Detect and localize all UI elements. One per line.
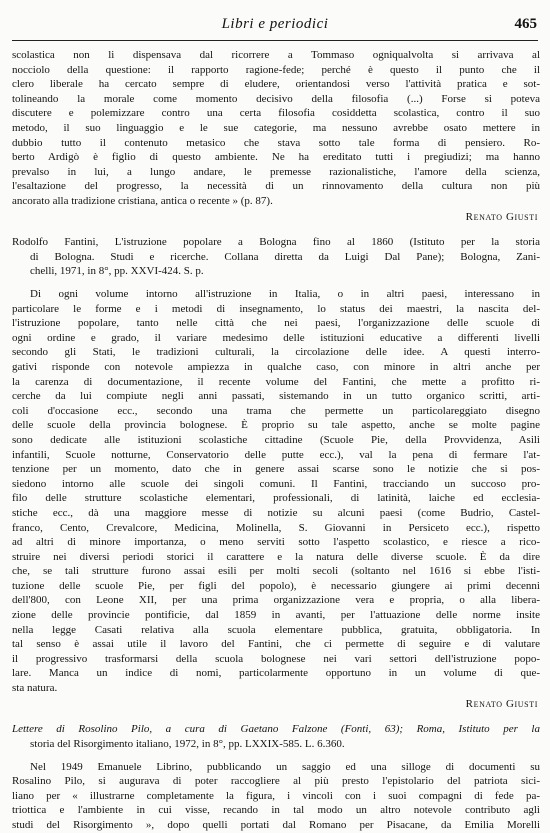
text-line: tenzione per un momento, dato che in genere assai scarse sono le notizie che si pos- (12, 463, 540, 476)
text-line: il progressivo trasformarsi della scuola bolognese nei vari settori dell'istruzione popo- (12, 652, 540, 665)
text-line: triottica e l'ambiente in cui visse, recando in tal modo un altro notevole contributo agli (12, 804, 540, 817)
reviewer-signature: Renato Giusti (465, 697, 538, 710)
text-line: infantili, Scuole notturne, Conservatorio delle putte ecc.), val la pena di fermare l'at- (12, 448, 540, 461)
text-line: siedono intorno alle scuole dei singoli comuni. Il Fantini, tracciando un succoso pro- (12, 477, 540, 490)
text-line: ad altri di minore importanza, o meno serviti sotto l'aspetto scolastico, e riesce a rico- (12, 536, 540, 549)
header-rule (12, 40, 538, 41)
text-line: tolineando la morale come momento decisivo della filosofia (...) Forse si poteva (12, 92, 540, 105)
text-line: ancorato alla tradizione cristiana, antica o recente » (p. 87). (12, 194, 273, 207)
text-line: Rosalino Pilo, si augurava di poter raccogliere al più presto l'epistolario del patriota sici- (12, 775, 540, 788)
bibliographic-heading-line: Rodolfo Fantini, L'istruzione popolare a Bologna fino al 1860 (Istituto per la storia (12, 236, 540, 249)
text-line: delle scuole della provincia bolognese. È proprio su tale aspetto, anche se molte pagine (12, 419, 540, 432)
text-line: Nel 1949 Emanuele Librino, pubblicando un saggio ed una silloge di documenti su (30, 760, 540, 773)
text-line: l'esaltazione del progresso, la necessità di un rinnovamento della cultura non più (12, 180, 540, 193)
text-line: cerche da lui compiute negli anni passati, sistemando in un tutto organico scritti, arti- (12, 390, 540, 403)
review-heading (12, 235, 540, 279)
text-line: lare. Manca un indice di nomi, particolarmente opportuno in un volume di que- (12, 667, 540, 680)
text-line: scolastica non li dispensava dal ricorrere a Tommaso ogniqualvolta si arrivava al (12, 49, 540, 61)
page-header (0, 16, 550, 36)
text-line: particolare le forme e i metodi di insegnamento, lo status dei maestri, la nascita del- (12, 302, 540, 315)
text-line: studi del Risorgimento », dopo quelli portati dal Romano per Pisacane, da Emilia Morelli (12, 818, 540, 831)
text-line: struire nei diversi periodi storici il carattere e la natura delle diverse scuole. È da dire (12, 550, 540, 563)
text-line: coli d'occasione ecc., secondo una trama che permette un particolareggiato disegno (12, 404, 540, 417)
text-line: sono dedicate alle istituzioni scolastiche cittadine (Scuole Pie, della Provvidenza, Asili (12, 433, 540, 446)
bibliographic-heading-line: storia del Risorgimento italiano, 1972, in 8°, pp. LXXIX-585. L. 6.360. (30, 737, 345, 750)
text-line: che, se tali strutture furono assai esili per molti secoli (soltanto nel 1616 si ebbe l'isti- (12, 565, 540, 578)
text-line: metodo, il suo linguaggio e le sue categorie, ma nessuno avrebbe osato mettere in (12, 121, 540, 134)
reviewer-signature: Renato Giusti (465, 210, 538, 223)
previous-review-continuation (12, 48, 540, 209)
text-line: dell'800, con Leone XII, per una prima organizzazione vera e propria, o alla libera- (12, 594, 540, 607)
text-line: tal senso è assai utile il lavoro del Fantini, che ci permette di seguire e di valutare (12, 638, 540, 651)
text-line: stiche ecc., dà una maggiore messe di notizie su alcuni paesi (come Budrio, Castel- (12, 506, 540, 519)
text-line: nella legge Casati relativa alla scuola elementare pubblica, gratuita, obbligatoria. In (12, 623, 540, 636)
text-line: filo delle strutture scolastiche elementari, professionali, di latinità, laiche ed ecclesia- (12, 492, 540, 505)
text-line: Di ogni volume intorno all'istruzione in Italia, o in altri paesi, interessano in (30, 288, 540, 300)
text-line: nocciolo della questione: il rapporto ragione-fede; perché è questo il punto che il (12, 63, 540, 76)
text-line: clero liberale ha cercato sempre di eludere, orientandosi verso l'attività pratica e sot- (12, 78, 540, 91)
review-body (12, 287, 540, 696)
text-line: gativi risponde con notevole ampiezza in qualche caso, con minore in altri anche per (12, 360, 540, 373)
text-line: zione delle provincie pontificie, dal 1859 in avanti, per l'attuazione delle norme insite (12, 609, 540, 622)
text-line: tuzione delle scuole Pie, per figli del popolo), è necessario giungere ai primi decenni (12, 579, 540, 592)
bibliographic-heading-line: chelli, 1971, in 8°, pp. XXVI-424. S. p. (30, 265, 204, 278)
text-line: secondo gli Stati, le tradizioni culturali, la circolazione delle idee. A questi interro- (12, 346, 540, 359)
text-line: sta natura. (12, 682, 58, 695)
text-line: dubbio tutto il contenuto metasico che stava sotto tale forma di pensiero. Ro- (12, 136, 540, 149)
page-number: 465 (514, 16, 537, 32)
text-line: l'istruzione popolare, tanto nelle città che nei paesi, l'organizzazione delle scuole di (12, 317, 540, 330)
bibliographic-heading-line: Lettere di Rosolino Pilo, a cura di Gaetano Falzone (Fonti, 63); Roma, Istituto per la (12, 723, 540, 736)
text-line: la carenza di documentazione, il recente volume del Fantini, che mette a profitto ri- (12, 375, 540, 388)
text-line: ogni ordine e grado, il variare medesimo delle istituzioni educative a differenti livelli (12, 331, 540, 344)
running-title: Libri e periodici (221, 16, 329, 32)
text-line: liano per « illustrarne completamente la figura, i vincoli con i suoi compagni di fede pa- (12, 789, 540, 802)
review-body (12, 760, 540, 833)
text-line: discutere e polemizzare contro una certa filosofia cosiddetta scolastica, contro il suo (12, 107, 540, 120)
review-heading (12, 722, 540, 751)
text-line: berto Ardigò è figlio di questo ambiente. Ne ha ereditato tutti i pregiudizi; ma hanno (12, 151, 540, 164)
text-line: prevalso in lui, a lungo andare, le premesse razionalistiche, l'amore della scienza, (12, 165, 540, 178)
bibliographic-heading-line: di Bologna. Studi e ricerche. Collana diretta da Luigi Dal Pane); Bologna, Zani- (30, 250, 540, 263)
text-line: franco, Cento, Crevalcore, Medicina, Molinella, S. Giovanni in Persiceto ecc.), rispetto (12, 521, 540, 534)
